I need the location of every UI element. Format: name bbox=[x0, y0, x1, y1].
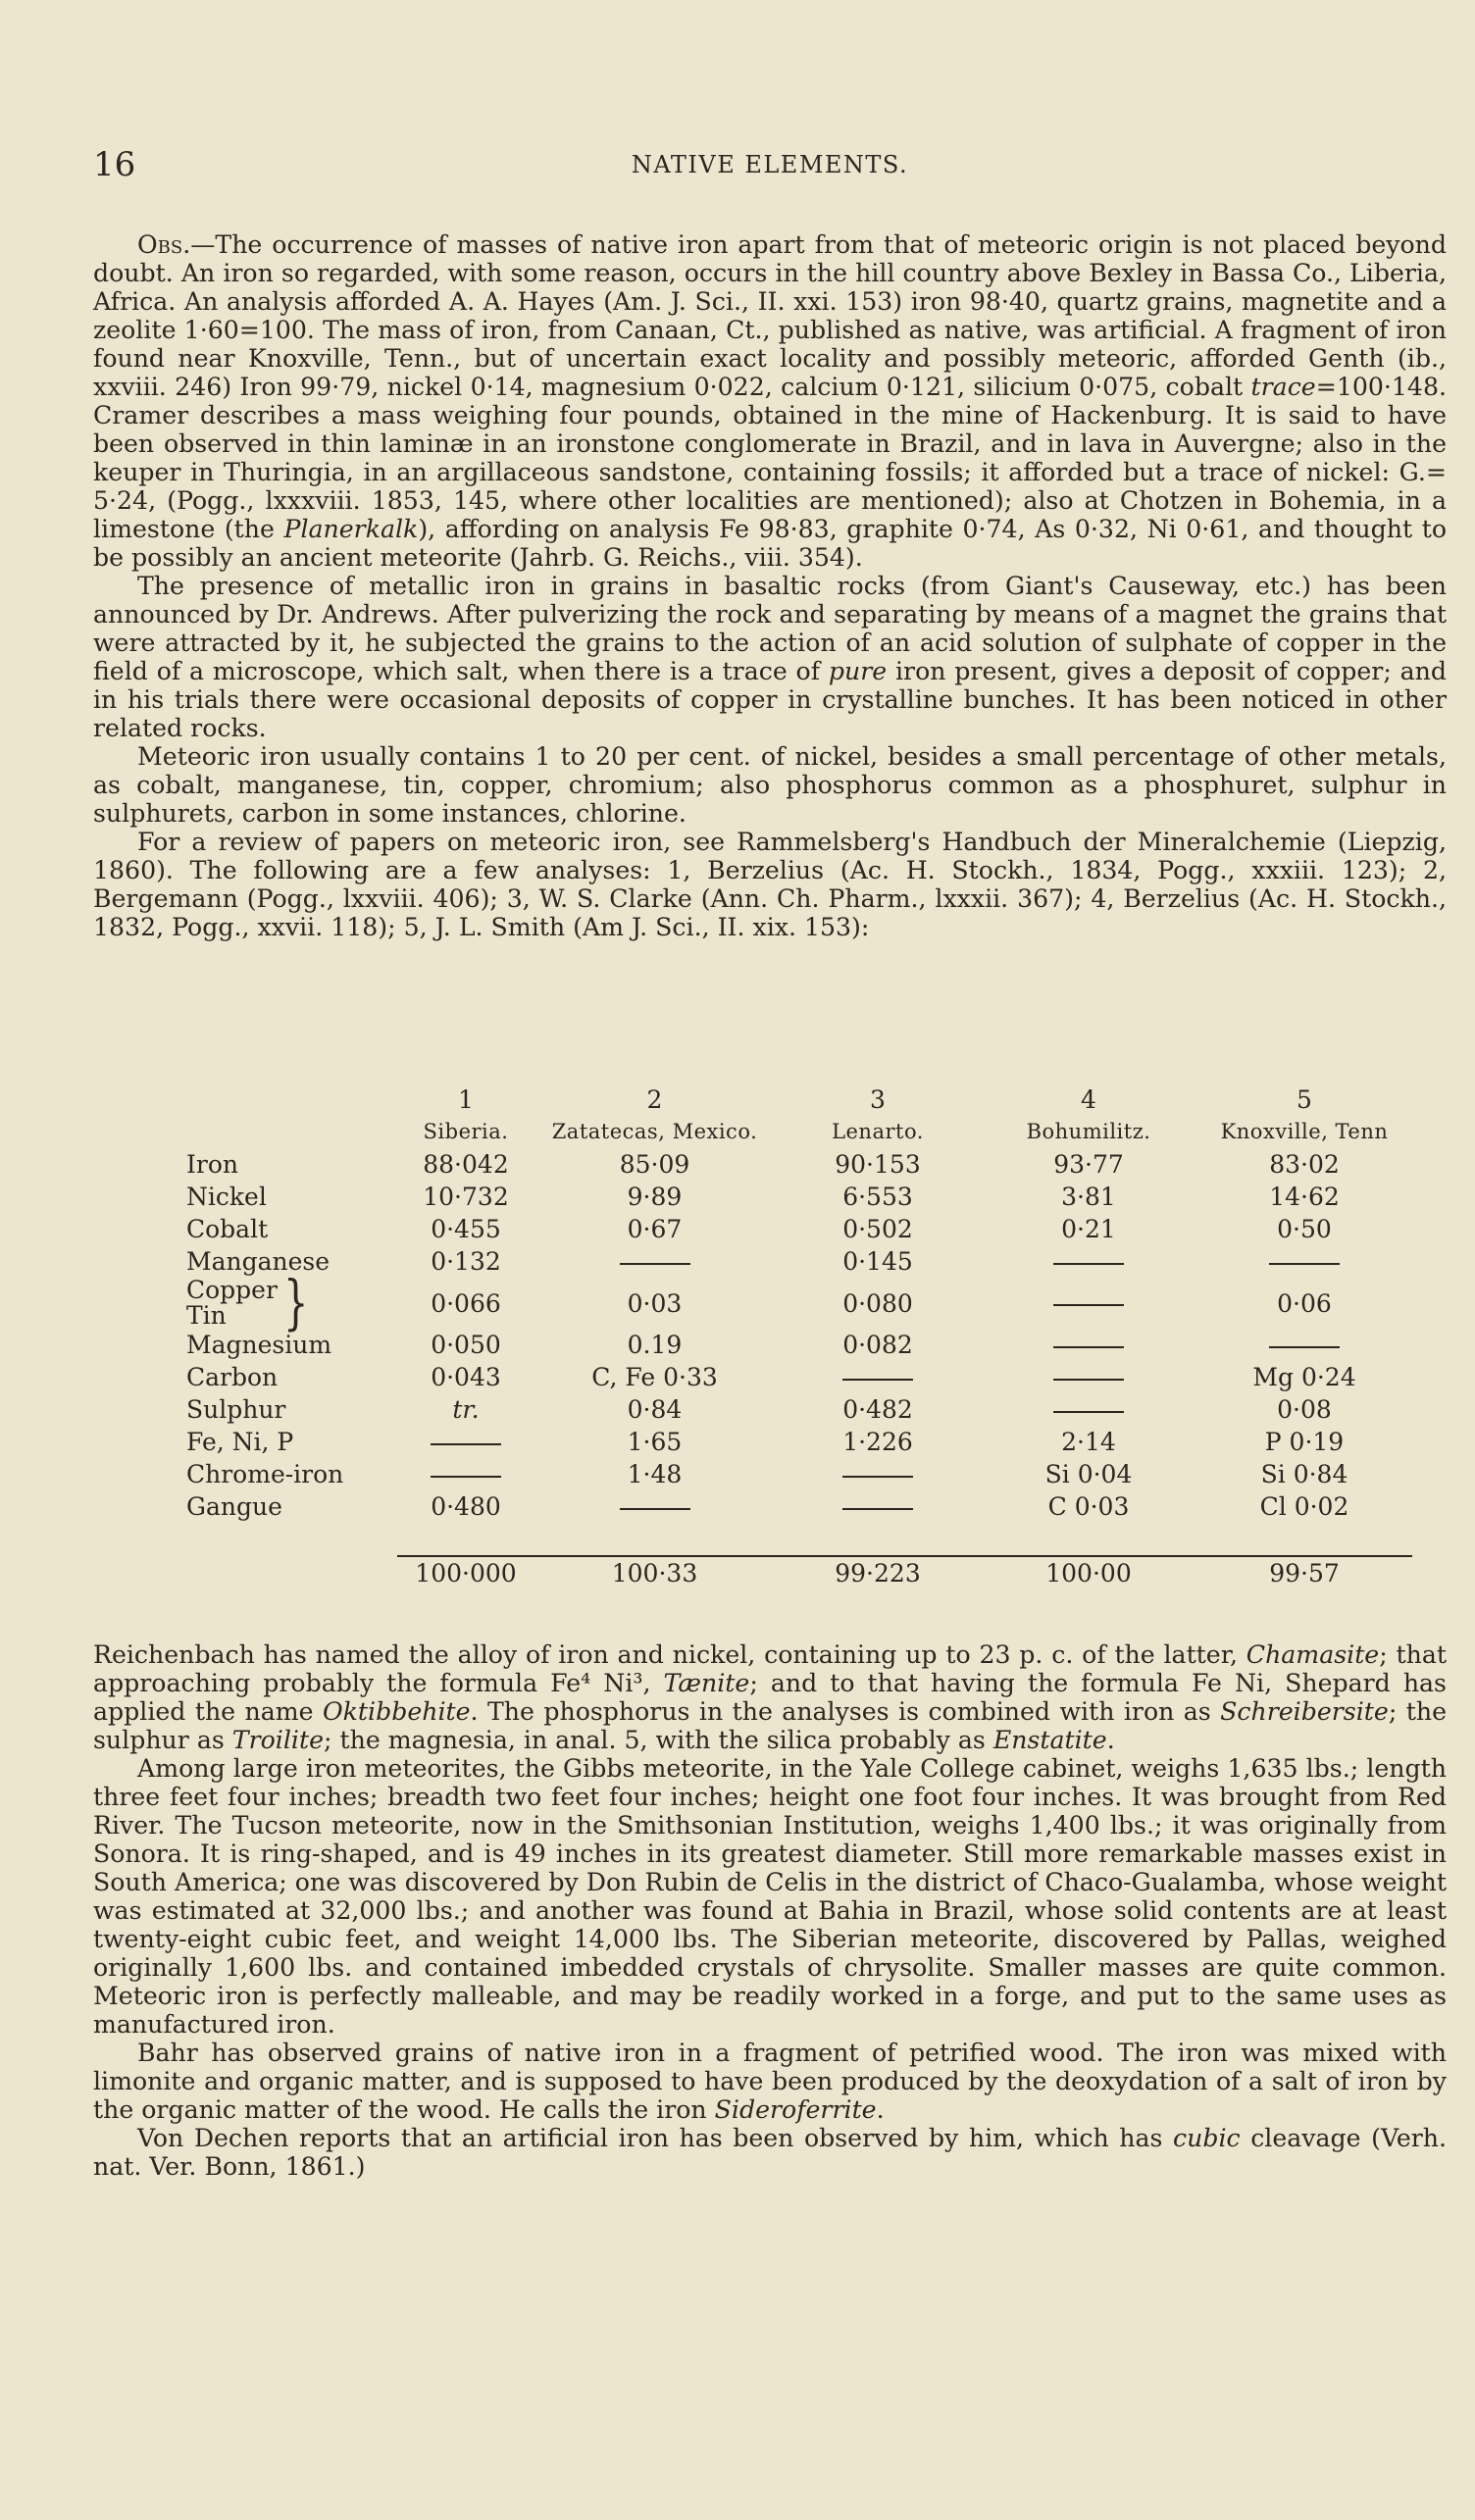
table-cell bbox=[981, 1393, 1196, 1426]
empty-dash bbox=[1053, 1346, 1124, 1348]
table-cell: 0·480 bbox=[431, 1492, 501, 1521]
table-cell: 0·482 bbox=[842, 1395, 913, 1424]
element-name: Nickel bbox=[186, 1183, 267, 1211]
table-row bbox=[186, 1148, 1412, 1181]
table-cell: 0·082 bbox=[842, 1331, 913, 1359]
table-cell: 0·502 bbox=[842, 1215, 913, 1243]
table-row bbox=[186, 1426, 1412, 1458]
running-title: NATIVE ELEMENTS. bbox=[631, 151, 909, 178]
table-totals-row: 100·000 100·33 99·223 100·00 99·57 bbox=[415, 1559, 1340, 1588]
page-header bbox=[93, 145, 1447, 194]
empty-dash bbox=[1269, 1346, 1340, 1348]
paragraph-basaltic-iron: The presence of metallic iron in grains in basaltic rocks (from Giant's Causeway, etc.) has been announced by Dr. Andrews. After pulverizing the rock and separating by means of a magnet the grains that were attracted by it, he subjected the grains to the action of an acid solution of sulphate of copper in the field of a microscope, which salt, when there is a trace of pure iron present, gives a deposit of copper; and in his trials there were occasional deposits of copper in crystalline bunches. It has been noticed in other related rocks. bbox=[93, 572, 1447, 742]
empty-dash bbox=[431, 1443, 501, 1445]
table-cell: 83·02 bbox=[1269, 1150, 1340, 1179]
table-cell: C, Fe 0·33 bbox=[591, 1363, 718, 1391]
table-cell: 0·03 bbox=[627, 1288, 683, 1318]
empty-dash bbox=[620, 1508, 690, 1510]
table-cell: Si 0·84 bbox=[1260, 1460, 1348, 1488]
element-name: Sulphur bbox=[186, 1395, 286, 1424]
table-cell: 93·77 bbox=[1053, 1150, 1124, 1179]
table-cell bbox=[1196, 1329, 1412, 1361]
table-cell: 9·89 bbox=[627, 1183, 683, 1211]
table-cell: 85·09 bbox=[619, 1150, 690, 1179]
empty-dash bbox=[842, 1476, 913, 1478]
table-cell: 1·226 bbox=[842, 1428, 913, 1456]
empty-dash bbox=[431, 1476, 501, 1478]
table-sum-rule bbox=[186, 1523, 1412, 1556]
element-name: Carbon bbox=[186, 1363, 279, 1391]
empty-dash bbox=[1269, 1263, 1340, 1265]
table-column-numbers: 1 2 3 4 5 bbox=[458, 1085, 1312, 1114]
table-cell: 0·050 bbox=[431, 1331, 501, 1359]
table-cell: tr. bbox=[452, 1395, 480, 1424]
paragraph-large-meteorites: Among large iron meteorites, the Gibbs meteorite, in the Yale College cabinet, weighs 1,635 lbs.; length three feet four inches; breadth two feet four inches; height one foot four inches. It was brought from Red River. The Tucson meteorite, now in the Smithsonian Institution, weighs 1,400 lbs.; it was originally from Sonora. It is ring-shaped, and is 49 inches in its greatest diameter. Still more remarkable masses exist in South America; one was discovered by Don Rubin de Celis in the district of Chaco-Gualamba, whose weight was estimated at 32,000 lbs.; and another was found at Bahia in Brazil, whose solid contents are at least twenty-eight cubic feet, and weight 14,000 lbs. The Siberian meteorite, discovered by Pallas, weighed originally 1,600 lbs. and contained imbedded crystals of chrysolite. Smaller masses are quite common. Meteoric iron is perfectly malleable, and may be readily worked in a forge, and put to the same uses as manufactured iron. bbox=[93, 1754, 1447, 2039]
empty-dash bbox=[620, 1263, 690, 1265]
paragraph-review-analyses: For a review of papers on meteoric iron, see Rammelsberg's Handbuch der Mineralchemie (Liepzig, 1860). The following are a few analyses: 1, Berzelius (Ac. H. Stockh., 1834, Pogg., xxxiii. 123); 2, Bergemann (Pogg., lxxviii. 406); 3, W. S. Clarke (Ann. Ch. Pharm., lxxxii. 367); 4, Berzelius (Ac. H. Stockh., 1832, Pogg., xxvii. 118); 5, J. L. Smith (Am J. Sci., II. xix. 153): bbox=[93, 828, 1447, 941]
table-cell bbox=[981, 1329, 1196, 1361]
empty-dash bbox=[1053, 1263, 1124, 1265]
table-cell bbox=[981, 1278, 1196, 1329]
table-cell: 1·48 bbox=[627, 1460, 683, 1488]
table-cell: 10·732 bbox=[423, 1183, 509, 1211]
table-cell: 0·066 bbox=[431, 1288, 501, 1318]
table-row bbox=[186, 1278, 1412, 1329]
paragraph-artificial-iron: Von Dechen reports that an artificial iron has been observed by him, which has cubic cleavage (Verh. nat. Ver. Bonn, 1861.) bbox=[93, 2124, 1447, 2181]
table-cell: 2·14 bbox=[1061, 1428, 1116, 1456]
element-name: Magnesium bbox=[186, 1331, 332, 1359]
paragraph-petrified-wood: Bahr has observed grains of native iron in a fragment of petrified wood. The iron was mixed with limonite and organic matter, and is supposed to have been produced by the deoxydation of a salt of iron by the organic matter of the wood. He calls the iron Sideroferrite. bbox=[93, 2039, 1447, 2124]
table-cell: 0·08 bbox=[1277, 1395, 1332, 1424]
table-row bbox=[186, 1490, 1412, 1523]
table-cell bbox=[981, 1245, 1196, 1278]
table-cell: 0·67 bbox=[627, 1215, 683, 1243]
table-cell: 3·81 bbox=[1061, 1183, 1116, 1211]
table-cell: C 0·03 bbox=[1047, 1492, 1130, 1521]
element-name: Fe, Ni, P bbox=[186, 1428, 294, 1456]
table-cell bbox=[981, 1361, 1196, 1393]
element-name: Gangue bbox=[186, 1492, 282, 1521]
empty-dash bbox=[842, 1379, 913, 1381]
table-cell bbox=[1196, 1245, 1412, 1278]
element-name: Manganese bbox=[186, 1247, 331, 1276]
table-cell bbox=[534, 1245, 775, 1278]
table-cell: 88·042 bbox=[423, 1150, 509, 1179]
table-row bbox=[186, 1361, 1412, 1393]
table-cell: 0·50 bbox=[1277, 1215, 1332, 1243]
table-cell: 0·043 bbox=[431, 1363, 501, 1391]
page-number: 16 bbox=[93, 145, 136, 184]
empty-dash bbox=[1053, 1411, 1124, 1413]
table-row bbox=[186, 1458, 1412, 1490]
table-cell bbox=[397, 1458, 534, 1490]
table-cell: 0·132 bbox=[431, 1247, 501, 1276]
table-cell: 1·65 bbox=[627, 1428, 683, 1456]
table-cell: Si 0·04 bbox=[1044, 1460, 1133, 1488]
table-cell: Mg 0·24 bbox=[1252, 1363, 1356, 1391]
table-cell: 90·153 bbox=[835, 1150, 921, 1179]
table-cell: 0·06 bbox=[1277, 1288, 1332, 1318]
text-block-lower bbox=[93, 1640, 1447, 2181]
table-cell: 0.19 bbox=[627, 1331, 683, 1359]
table-cell: 0·455 bbox=[431, 1215, 501, 1243]
table-cell: 0·145 bbox=[842, 1247, 913, 1276]
table-cell: P 0·19 bbox=[1264, 1428, 1345, 1456]
paragraph-meteoric-composition: Meteoric iron usually contains 1 to 20 per cent. of nickel, besides a small percentage of other metals, as cobalt, manganese, tin, copper, chromium; also phosphorus common as a phosphuret, sulphur in sulphurets, carbon in some instances, chlorine. bbox=[93, 742, 1447, 828]
table-row bbox=[186, 1329, 1412, 1361]
paragraph-obs: Obs.—The occurrence of masses of native iron apart from that of meteoric origin is not placed beyond doubt. An iron so regarded, with some reason, occurs in the hill country above Bexley in Bassa Co., Liberia, Africa. An analysis afforded A. A. Hayes (Am. J. Sci., II. xxi. 153) iron 98·40, quartz grains, magnetite and a zeolite 1·60=100. The mass of iron, from Canaan, Ct., published as native, was artificial. A fragment of iron found near Knoxville, Tenn., but of uncertain exact locality and possibly meteoric, afforded Genth (ib., xxviii. 246) Iron 99·79, nickel 0·14, magnesium 0·022, calcium 0·121, silicium 0·075, cobalt trace=100·148. Cramer describes a mass weighing four pounds, obtained in the mine of Hackenburg. It is said to have been observed in thin laminæ in an ironstone conglomerate in Brazil, and in lava in Auvergne; also in the keuper in Thuringia, in an argillaceous sandstone, containing fossils; it afforded but a trace of nickel: G.= 5·24, (Pogg., lxxxviii. 1853, 145, where other localities are mentioned); also at Chotzen in Bohemia, in a limestone (the Planerkalk), affording on analysis Fe 98·83, graphite 0·74, As 0·32, Ni 0·61, and thought to be possibly an ancient meteorite (Jahrb. G. Reichs., viii. 354). bbox=[93, 230, 1447, 572]
table-cell: 0·21 bbox=[1061, 1215, 1116, 1243]
paragraph-alloy-names: Reichenbach has named the alloy of iron and nickel, containing up to 23 p. c. of the latter, Chamasite; that approaching probably the formula Fe⁴ Ni³, Tænite; and to that having the formula Fe Ni, Shepard has applied the name Oktibbehite. The phosphorus in the analyses is combined with iron as Schreibersite; the sulphur as Troilite; the magnesia, in anal. 5, with the silica probably as Enstatite. bbox=[93, 1640, 1447, 1754]
element-name: Iron bbox=[186, 1150, 238, 1179]
table-cell bbox=[775, 1361, 981, 1393]
table-cell bbox=[534, 1490, 775, 1523]
empty-dash bbox=[1053, 1379, 1124, 1381]
brace-glyph: } bbox=[282, 1268, 309, 1336]
empty-dash bbox=[842, 1508, 913, 1510]
table-row bbox=[186, 1393, 1412, 1426]
table-row bbox=[186, 1213, 1412, 1245]
table-cell: 14·62 bbox=[1269, 1183, 1340, 1211]
table-row bbox=[186, 1245, 1412, 1278]
table-cell bbox=[397, 1426, 534, 1458]
text-block-upper bbox=[93, 230, 1447, 941]
element-name: Copper Tin } bbox=[186, 1268, 309, 1336]
obs-label: Obs. bbox=[137, 230, 191, 259]
table-cell bbox=[775, 1490, 981, 1523]
table-cell: 6·553 bbox=[842, 1183, 913, 1211]
table-cell: 0·84 bbox=[627, 1395, 683, 1424]
empty-dash bbox=[1053, 1304, 1124, 1306]
table-column-localities: Siberia. Zatatecas, Mexico. Lenarto. Bohumilitz. Knoxville, Tenn bbox=[423, 1120, 1389, 1143]
table-cell: 0·080 bbox=[842, 1288, 913, 1318]
element-name: Cobalt bbox=[186, 1215, 269, 1243]
element-name: Chrome-iron bbox=[186, 1460, 344, 1488]
table-row bbox=[186, 1181, 1412, 1213]
table-cell: Cl 0·02 bbox=[1259, 1492, 1349, 1521]
table-cell bbox=[775, 1458, 981, 1490]
analyses-table bbox=[186, 1084, 1412, 1589]
